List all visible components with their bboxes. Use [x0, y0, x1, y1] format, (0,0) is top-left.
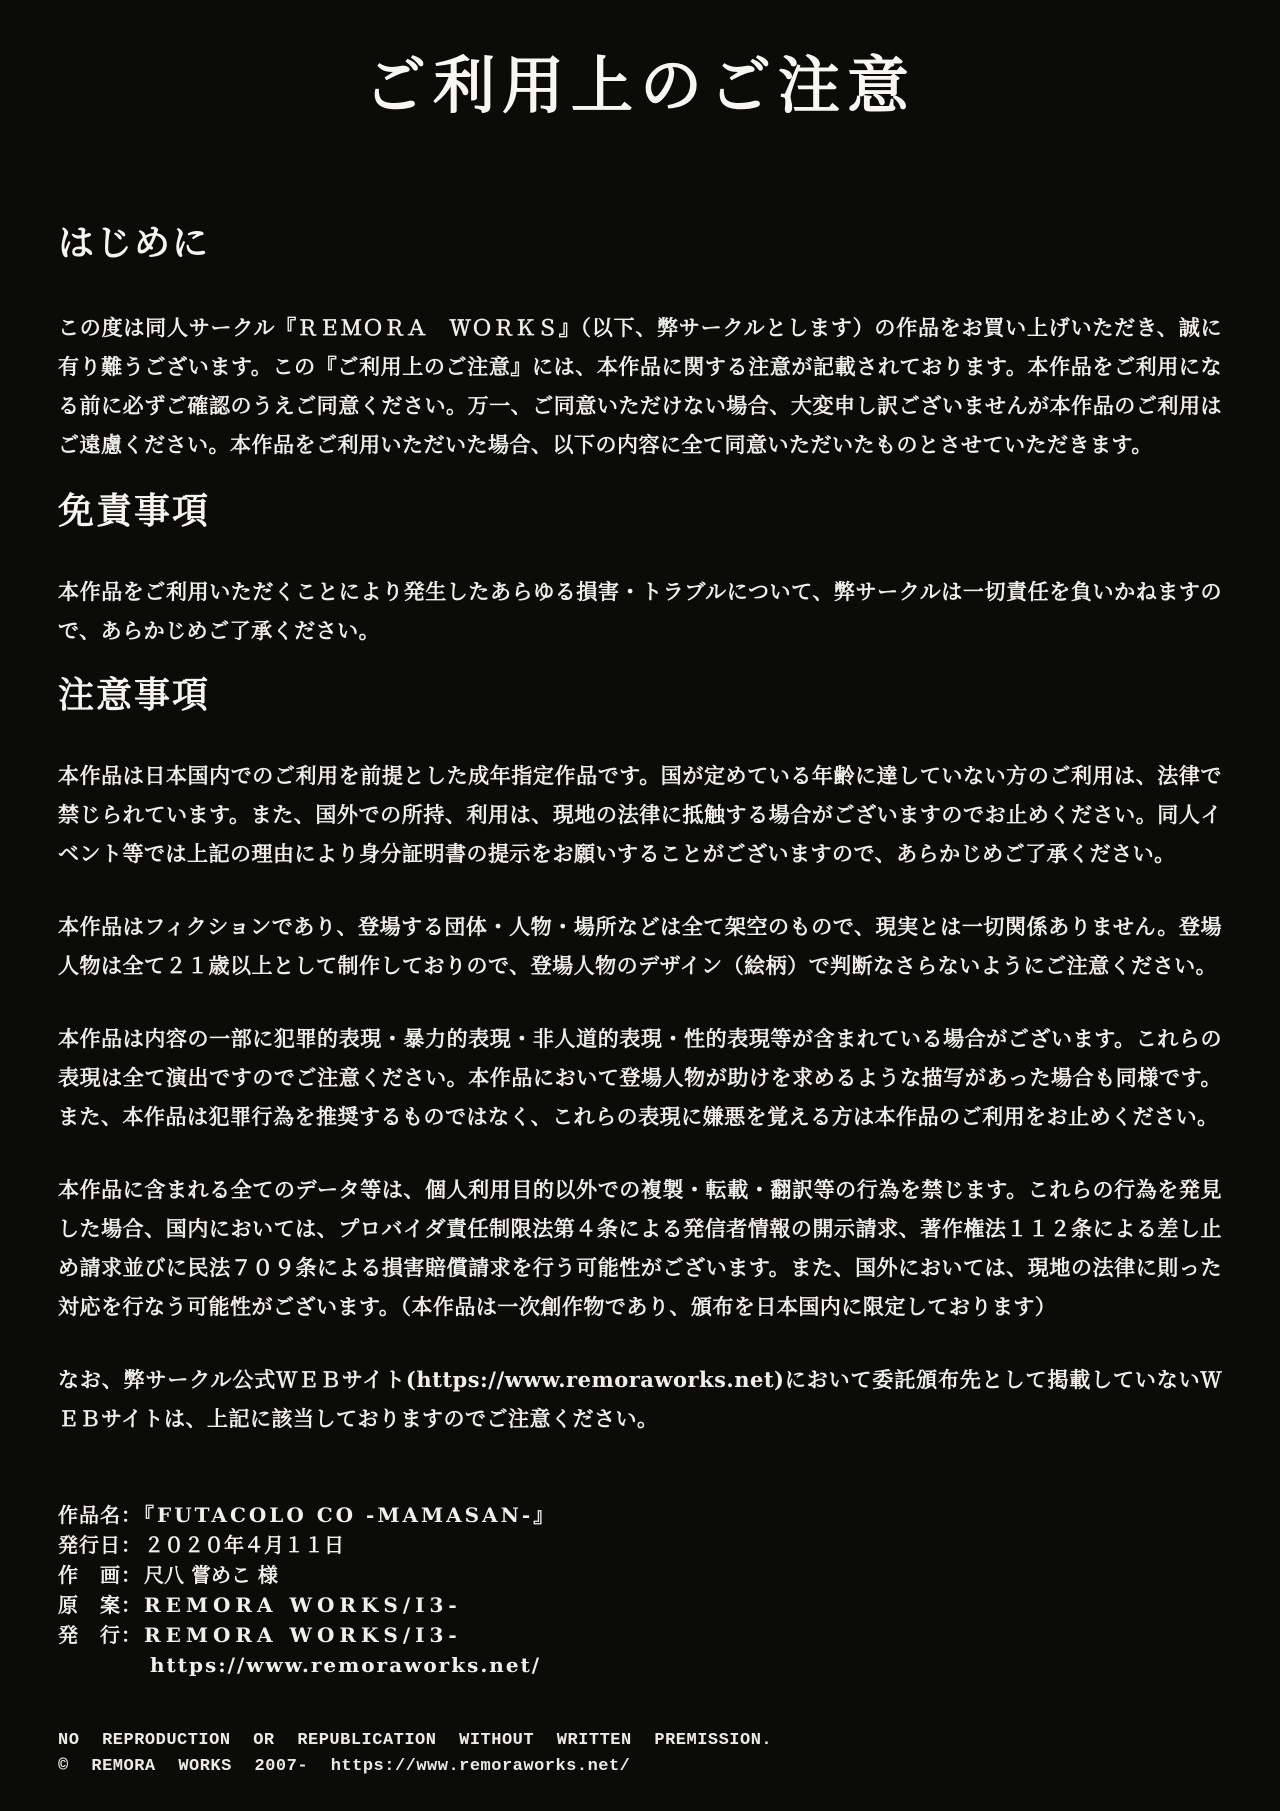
credit-date-label: 発行日：: [58, 1532, 142, 1557]
credit-title-value: 『FUTACOLO CO -MAMASAN-』: [144, 1502, 557, 1527]
credit-date-row: [58, 1530, 1222, 1560]
credit-artist-row: [58, 1560, 1222, 1590]
credit-publisher-value: REMORA WORKS/I3-: [144, 1622, 462, 1647]
section-chuui-jikou: [58, 674, 1222, 1438]
paragraph-web-distribution: なお、弊サークル公式ＷＥＢサイト(https://www.remoraworks.net)において委託頒布先として掲載していないＷＥＢサイトは、上記に該当しておりますのでご注意ください。: [58, 1366, 1222, 1431]
credit-original-row: [58, 1590, 1222, 1620]
footer: [58, 1728, 1222, 1780]
heading-hajimeni: はじめに: [58, 221, 211, 264]
footer-copyright-line: © REMORA WORKS 2007- https://www.remoraworks.net/: [58, 1756, 631, 1776]
credit-artist-label: 作 画：: [58, 1562, 142, 1587]
paragraph-disclaimer: 本作品をご利用いただくことにより発生したあらゆる損害・トラブルについて、弊サークルは一切責任を負いかねますので、あらかじめご了承ください。: [58, 578, 1222, 643]
heading-menseki-jikou: 免責事項: [58, 489, 211, 532]
paragraph-intro: この度は同人サークル『ＲＥＭＯＲＡ ＷＯＲＫＳ』（以下、弊サークルとします）の作品をお買い上げいただき、誠に有り難うございます。この『ご利用上のご注意』には、本作品に関する注意が記載されております。本作品をご利用になる前に必ずご確認のうえご同意ください。万一、ご同意いただけない場合、大変申し訳ございませんが本作品のご利用はご遠慮ください。本作品をご利用いただいた場合、以下の内容に全て同意いただいたものとさせていただきます。: [58, 314, 1222, 457]
circle-url: https://www.remoraworks.net/: [150, 1652, 542, 1677]
section-hajimeni: [58, 222, 1222, 464]
footer-no-reproduction-line: NO REPRODUCTION OR REPUBLICATION WITHOUT WRITTEN PREMISSION.: [58, 1730, 773, 1750]
paragraph-expression: 本作品は内容の一部に犯罪的表現・暴力的表現・非人道的表現・性的表現等が含まれている場合がございます。これらの表現は全て演出ですのでご注意ください。本作品において登場人物が助けを求めるような描写があった場合も同様です。また、本作品は犯罪行為を推奨するものではなく、これらの表現に嫌悪を覚える方は本作品のご利用をお止めください。: [58, 1025, 1222, 1129]
credit-date-value: ２０２０年４月１１日: [144, 1532, 344, 1557]
credit-url-row: [58, 1650, 1222, 1680]
paragraph-fiction: 本作品はフィクションであり、登場する団体・人物・場所などは全て架空のもので、現実とは一切関係ありません。登場人物は全て２１歳以上として制作しておりので、登場人物のデザイン（絵柄）で判断なさらないようにご注意ください。: [58, 913, 1222, 978]
credit-publisher-row: [58, 1620, 1222, 1650]
credit-original-value: REMORA WORKS/I3-: [144, 1592, 462, 1617]
paragraph-age-restriction: 本作品は日本国内でのご利用を前提とした成年指定作品です。国が定めている年齢に達していない方のご利用は、法律で禁じられています。また、国外での所持、利用は、現地の法律に抵触する場合がございますのでお止めください。同人イベント等では上記の理由により身分証明書の提示をお願いすることがございますので、あらかじめご了承ください。: [58, 762, 1222, 866]
page-title: ご利用上のご注意: [363, 49, 916, 122]
credits-block: [58, 1500, 1222, 1680]
credit-original-label: 原 案：: [58, 1592, 142, 1617]
credit-artist-value: 尺八 嘗めこ 様: [144, 1562, 278, 1587]
paragraph-copyright-law: 本作品に含まれる全てのデータ等は、個人利用目的以外での複製・転載・翻訳等の行為を禁じます。これらの行為を発見した場合、国内においては、プロバイダ責任制限法第４条による発信者情報の開示請求、著作権法１１２条による差し止め請求並びに民法７０９条による損害賠償請求を行う可能性がございます。また、国外においては、現地の法律に則った対応を行なう可能性がございます。（本作品は一次創作物であり、頒布を日本国内に限定しております）: [58, 1176, 1222, 1319]
credit-title-label: 作品名：: [58, 1502, 142, 1527]
heading-chuui-jikou: 注意事項: [58, 673, 211, 716]
credit-publisher-label: 発 行：: [58, 1622, 142, 1647]
credit-title-row: [58, 1500, 1222, 1530]
section-menseki-jikou: [58, 490, 1222, 650]
